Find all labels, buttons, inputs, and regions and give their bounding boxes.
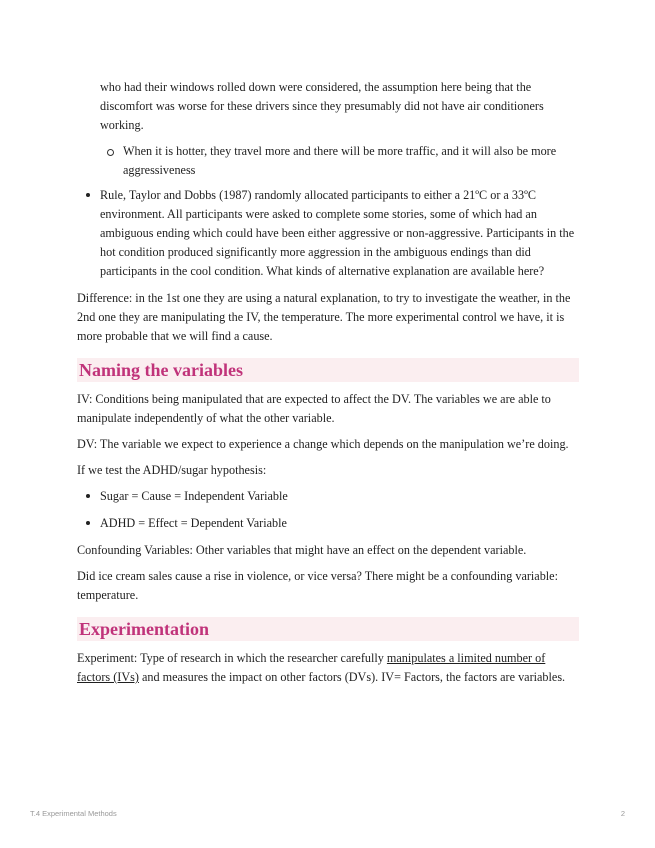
heading-naming-variables: Naming the variables <box>77 358 579 382</box>
bullet-sugar: Sugar = Cause = Independent Variable <box>77 487 579 506</box>
heading-experimentation: Experimentation <box>77 617 579 641</box>
icecream-example: Did ice cream sales cause a rise in violence, or vice versa? There might be a confounding variable: temperature. <box>77 569 558 602</box>
experiment-underlined-text: manipulates a limited number of factors (IVs) <box>77 651 546 684</box>
experiment-text-start: Experiment: Type of research in which the researcher carefully <box>77 651 387 665</box>
footer-title: T.4 Experimental Methods <box>30 809 117 818</box>
sub-bullet-item: When it is hotter, they travel more and there will be more traffic, and it will also be more aggressiveness <box>77 142 579 180</box>
iv-definition: IV: Conditions being manipulated that are expected to affect the DV. The variables we are able to manipulate independently of what the other variable. <box>77 392 551 425</box>
variables-bullet-list <box>77 487 579 533</box>
hypothesis-intro: If we test the ADHD/sugar hypothesis: <box>77 463 267 477</box>
sub-bullet-list <box>77 142 579 180</box>
difference-paragraph: Difference: in the 1st one they are using a natural explanation, to try to investigate the weather, in the 2nd one they are manipulating the IV, the temperature. The more experimental control we have, it is more probable that we will find a cause. <box>77 291 571 343</box>
experiment-definition <box>77 649 579 687</box>
study-bullet-list <box>77 186 579 281</box>
footer-page-number: 2 <box>620 809 625 818</box>
bullet-rule-study: Rule, Taylor and Dobbs (1987) randomly allocated participants to either a 21ºC or a 33ºC environment. All participants were asked to complete some stories, some of which had an ambiguous ending which could have been either aggressive or non-aggressive. Participants in the hot condition produced significantly more aggression in the ambiguous endings than did participants in the cool condition. What kinds of alternative explanation are available here? <box>77 186 579 281</box>
dv-definition: DV: The variable we expect to experience a change which depends on the manipulation we’re doing. <box>77 437 569 451</box>
continuation-paragraph: who had their windows rolled down were considered, the assumption here being that the discomfort was worse for these drivers since they presumably did not have air conditioners working. <box>100 80 544 132</box>
page-content <box>77 78 579 694</box>
bullet-adhd: ADHD = Effect = Dependent Variable <box>77 514 579 533</box>
experiment-text-end: and measures the impact on other factors (DVs). IV= Factors, the factors are variables. <box>138 670 566 684</box>
confounding-definition: Confounding Variables: Other variables that might have an effect on the dependent variable. <box>77 543 527 557</box>
